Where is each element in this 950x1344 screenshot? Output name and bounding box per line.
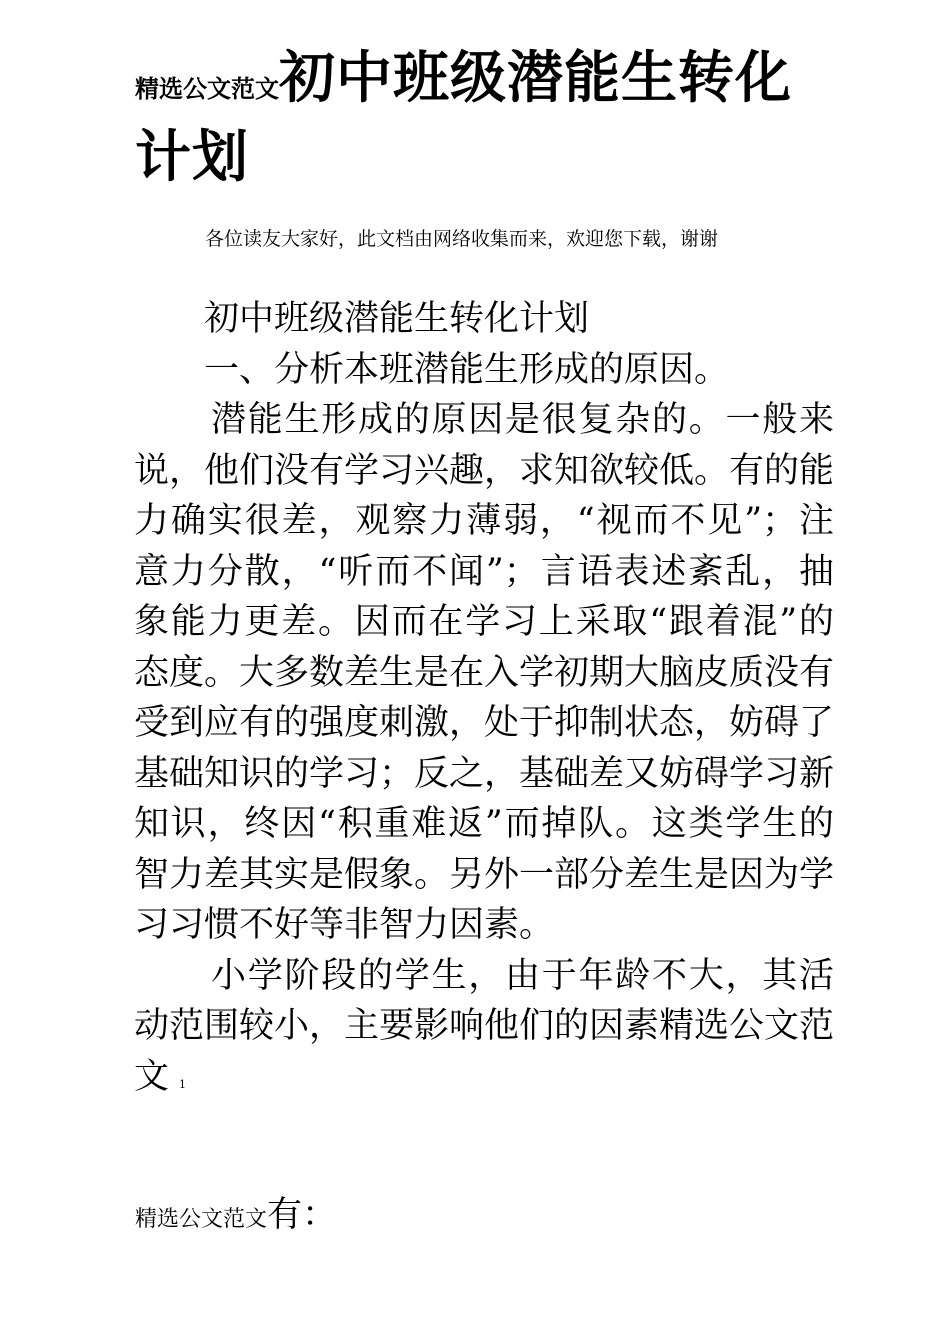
next-page-header [135, 1190, 337, 1246]
paragraph-primary-school-text: 小学阶段的学生，由于年龄不大，其活动范围较小，主要影响他们的因素精选公文范文 [134, 955, 835, 1097]
header-title: 初中班级潜能生转化计划 [135, 45, 792, 190]
paragraph-primary-school [134, 951, 834, 1111]
page-number: 1 [179, 1077, 187, 1091]
header-label: 精选公文范文 [135, 74, 279, 103]
paragraph-causes: 潜能生形成的原因是很复杂的。一般来说，他们没有学习兴趣，求知欲较低。有的能力确实很差，观察力薄弱，“视而不见”；注意力分散，“听而不闻”；言语表述紊乱，抽象能力更差。因而在学习上采取“跟着混”的态度。大多数差生是在入学初期大脑皮质没有受到应有的强度刺激，处于抑制状态，妨碍了基础知识的学习；反之，基础差又妨碍学习新知识，终因“积重难返”而掉队。这类学生的智力差其实是假象。另外一部分差生是因为学习习惯不好等非智力因素。 [134, 400, 835, 945]
greeting-note: 各位读友大家好，此文档由网络收集而来，欢迎您下载，谢谢 [205, 228, 719, 250]
document-body [134, 294, 834, 1110]
document-header [135, 44, 835, 199]
document-title: 初中班级潜能生转化计划 [204, 299, 590, 339]
section-heading: 一、分析本班潜能生形成的原因。 [204, 349, 730, 390]
footer-label: 精选公文范文 [135, 1207, 268, 1232]
footer-continuation: 有： [267, 1195, 338, 1235]
